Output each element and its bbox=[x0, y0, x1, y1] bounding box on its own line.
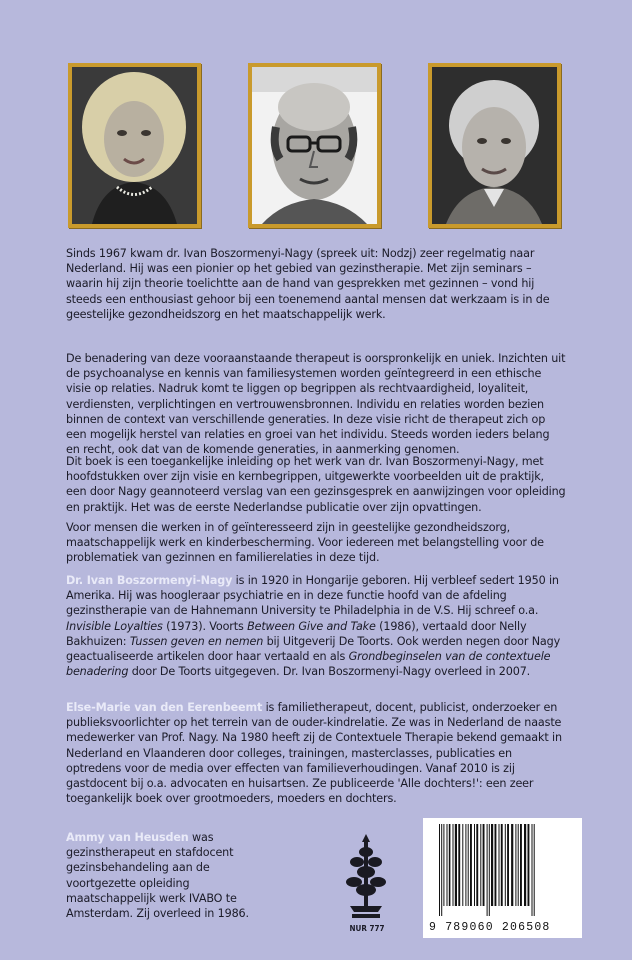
bio-text: (1986), vertaald door Nelly Bakhuizen: bbox=[66, 619, 527, 648]
barcode-bar bbox=[458, 824, 460, 906]
bio-eerenbeemt bbox=[66, 700, 566, 806]
barcode-bar bbox=[468, 824, 469, 906]
barcode-bar bbox=[534, 824, 535, 916]
barcode-bar bbox=[439, 824, 440, 916]
barcode-bars bbox=[437, 824, 570, 922]
bio-text: is familietherapeut, docent, publicist, onderzoeker en publieksvoorlichter op het terrein van de ouder-kindrelatie. Ze was in Nederland de naaste medewerker van Prof. Nagy. Na 1980 heeft zij de Contextuele Therapie bekend gemaakt in Nederland en Vlaanderen door colleges, trainingen, masterclasses, publicaties en optredens voor de media over effecten van familieverhoudingen. Vanaf 2010 is zij gastdocent bij o.a. advocaten en huisartsen. Ze publiceerde 'Alle dochters!': een zeer toegankelijk boek over grootmoeders, moeders en dochters. bbox=[66, 701, 562, 806]
author-photo-3 bbox=[428, 63, 561, 228]
barcode-bar bbox=[524, 824, 526, 906]
author-photo-2 bbox=[248, 63, 381, 228]
author-name-heusden: Ammy van Heusden bbox=[66, 831, 189, 844]
barcode-bar bbox=[505, 824, 506, 906]
book-description-paragraph: Dit boek is een toegankelijke inleiding op het werk van dr. Ivan Boszormenyi-Nagy, met hoofdstukken over zijn visie en kernbegrippen, uitgewerkte voorbeelden uit de praktijk, een door Nagy geannoteerd verslag van een gezinsgesprek en aanwijzingen voor opleiding en praktijk. Het was de eerste Nederlandse publicatie over zijn opvattingen. bbox=[66, 455, 566, 514]
barcode-bar bbox=[515, 824, 516, 906]
isbn-barcode bbox=[423, 818, 582, 938]
barcode-bar bbox=[480, 824, 481, 906]
author-name-nagy: Dr. Ivan Boszormenyi-Nagy bbox=[66, 574, 233, 587]
nur-code: NUR 777 bbox=[349, 924, 385, 933]
barcode-bar bbox=[453, 824, 454, 906]
barcode-bar bbox=[462, 824, 463, 906]
intro-paragraph: Sinds 1967 kwam dr. Ivan Boszormenyi-Nagy (spreek uit: Nodzj) zeer regelmatig naar Nederland. Hij was een pionier op het gebied van gezinstherapie. Met zijn seminars – waarin hij zijn theorie toelichtte aan de hand van gesprekken met gezinnen – vond hij steeds een enthousiast gehoor bij een toenemend aantal mensen dat werkzaam is in de geestelijke gezondheidszorg en het maatschappelijk werk. bbox=[66, 247, 550, 321]
barcode-bar bbox=[528, 824, 530, 906]
barcode-bar bbox=[441, 824, 442, 916]
barcode-bar bbox=[491, 824, 493, 906]
barcode-bar bbox=[449, 824, 451, 906]
barcode-bar bbox=[470, 824, 472, 906]
barcode-bar bbox=[455, 824, 457, 906]
barcode-bar bbox=[487, 824, 488, 916]
barcode-bar bbox=[483, 824, 485, 906]
bio-text: bij Uitgeverij De Toorts. Ook werden negen door Nagy geactualiseerde artikelen door haar vertaald en als bbox=[66, 634, 561, 664]
barcode-bar bbox=[499, 824, 500, 906]
book-title: Between Give and Take bbox=[247, 619, 376, 633]
portrait-man-bald-glasses-image bbox=[252, 67, 377, 224]
barcode-bar bbox=[501, 824, 503, 906]
barcode-bar bbox=[511, 824, 513, 906]
isbn-digits: 9 789060 206508 bbox=[429, 921, 551, 934]
barcode-bar bbox=[532, 824, 533, 916]
barcode-bar bbox=[465, 824, 466, 906]
portrait-woman-blonde-image bbox=[72, 67, 197, 224]
approach-paragraph: De benadering van deze vooraanstaande therapeut is oorspronkelijk en uniek. Inzichten uit de psychoanalyse en kennis van familiesystemen worden geïntegreerd in een ethische visie op relaties. Nadruk komt te liggen op begrippen als rechtvaardigheid, loyaliteit, verdiensten, verplichtingen en vertrouwensbronnen. Individu en relaties worden bezien binnen de context van verschillende generaties. In deze visie richt de therapeut zich op een mogelijk herstel van relaties en groei van het individu. Steeds worden ieders belang en recht, ook dat van de komende generaties, in aanmerking genomen. bbox=[66, 352, 566, 457]
bio-text: door De Toorts uitgegeven. Dr. Ivan Boszormenyi-Nagy overleed in 2007. bbox=[128, 665, 531, 679]
audience-paragraph: Voor mensen die werken in of geïnteresseerd zijn in geestelijke gezondheidszorg, maatschappelijk werk en kinderbescherming. Voor iedereen met belangstelling voor de problematiek van gezinnen en familierelaties in deze tijd. bbox=[66, 521, 544, 565]
book-title: Tussen geven en nemen bbox=[129, 634, 264, 648]
barcode-bar bbox=[518, 824, 519, 906]
bio-text: was gezinstherapeut en stafdocent gezinsbehandeling aan de voortgezette opleiding maatschappelijk werk IVABO te Amsterdam. Zij overleed in 1986. bbox=[66, 831, 249, 921]
barcode-bar bbox=[507, 824, 509, 906]
barcode-bar bbox=[489, 824, 490, 916]
barcode-bar bbox=[443, 824, 444, 906]
book-title: Grondbeginselen van de contextuele benadering bbox=[66, 650, 551, 679]
tree-vignette-icon bbox=[340, 832, 392, 922]
barcode-bar bbox=[447, 824, 448, 906]
bio-text: (1973). Voorts bbox=[162, 619, 248, 633]
barcode-bar bbox=[474, 824, 475, 906]
barcode-bar bbox=[476, 824, 478, 906]
barcode-bar bbox=[520, 824, 522, 906]
portrait-woman-short-hair-image bbox=[432, 67, 557, 224]
author-photo-1 bbox=[68, 63, 201, 228]
barcode-bar bbox=[495, 824, 497, 906]
bio-nagy bbox=[66, 573, 566, 679]
bio-heusden bbox=[66, 830, 281, 921]
book-title: Invisible Loyalties bbox=[66, 619, 163, 633]
bio-text: is in 1920 in Hongarije geboren. Hij verbleef sedert 1950 in Amerika. Hij was hoogleraar psychiatrie en in deze functie hoofd van de afdeling gezinstherapie van de Hahnemann University te Philadelphia in de V.S. Hij schreef o.a. bbox=[66, 574, 559, 618]
author-name-eerenbeemt: Else-Marie van den Eerenbeemt bbox=[66, 701, 263, 714]
